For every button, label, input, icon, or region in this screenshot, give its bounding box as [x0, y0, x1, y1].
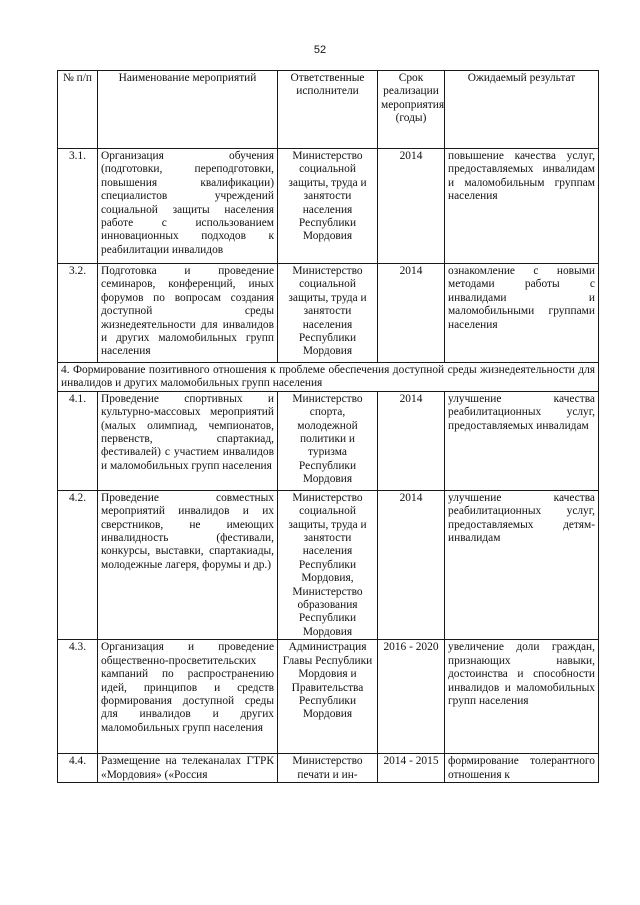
- measure-name: Организация и проведение общественно-просветительских кампаний по распространению идей, принципов и средств формирования доступной среды для инвалидов и других маломобильных групп населения: [98, 640, 278, 754]
- section-title: 4. Формирование позитивного отношения к проблеме обеспечения доступной среды жизнедеятельности для инвалидов и других маломобильных групп населения: [58, 363, 599, 392]
- expected-result: формирование толерантного отношения к: [445, 754, 599, 783]
- row-number: 4.1.: [58, 391, 98, 490]
- row-number: 4.4.: [58, 754, 98, 783]
- header-executors: Ответственные исполнители: [278, 71, 378, 149]
- measure-name: Организация обучения (подготовки, переподготовки, повышения квалификации) специалистов учреждений социальной защиты населения работе с использованием инновационных подходов к реабилитации инвалидов: [98, 149, 278, 264]
- term: 2014: [378, 490, 445, 639]
- expected-result: улучшение качества реабилитационных услуг, предоставляемых инвалидам: [445, 391, 599, 490]
- term: 2016 - 2020: [378, 640, 445, 754]
- executors: Министерство спорта, молодежной политики и туризма Республики Мордовия: [278, 391, 378, 490]
- measure-name: Проведение спортивных и культурно-массовых мероприятий (малых олимпиад, чемпионатов, первенств, спартакиад, фестивалей) с участием инвалидов и маломобильных групп населения: [98, 391, 278, 490]
- measure-name: Подготовка и проведение семинаров, конференций, иных форумов по вопросам создания доступной среды жизнедеятельности для инвалидов и других маломобильных групп населения: [98, 264, 278, 363]
- expected-result: улучшение качества реабилитационных услуг, предоставляемых детям-инвалидам: [445, 490, 599, 639]
- term: 2014 - 2015: [378, 754, 445, 783]
- executors: Министерство социальной защиты, труда и занятости населения Республики Мордовия: [278, 264, 378, 363]
- expected-result: повышение качества услуг, предоставляемых инвалидам и маломобильным группам населения: [445, 149, 599, 264]
- table-row: [58, 391, 599, 490]
- row-number: 4.2.: [58, 490, 98, 639]
- measure-name: Проведение совместных мероприятий инвалидов и их сверстников, не имеющих инвалидность (фестивали, конкурсы, выставки, спартакиады, молодежные лагеря, форумы и др.): [98, 490, 278, 639]
- measure-name: Размещение на телеканалах ГТРК «Мордовия» («Россия: [98, 754, 278, 783]
- table-row: [58, 264, 599, 363]
- measures-table: [57, 70, 599, 783]
- executors: Министерство печати и ин-: [278, 754, 378, 783]
- section-row: [58, 363, 599, 392]
- executors: Администрация Главы Республики Мордовия и Правительства Республики Мордовия: [278, 640, 378, 754]
- table-row: [58, 640, 599, 754]
- table-row: [58, 754, 599, 783]
- term: 2014: [378, 149, 445, 264]
- term: 2014: [378, 264, 445, 363]
- page-number: 52: [313, 44, 327, 56]
- table-row: [58, 490, 599, 639]
- expected-result: ознакомление с новыми методами работы с инвалидами и маломобильными группами населения: [445, 264, 599, 363]
- header-measure-name: Наименование мероприятий: [98, 71, 278, 149]
- header-expected-result: Ожидаемый результат: [445, 71, 599, 149]
- executors: Министерство социальной защиты, труда и занятости населения Республики Мордовия: [278, 149, 378, 264]
- table-header-row: [58, 71, 599, 149]
- row-number: 3.1.: [58, 149, 98, 264]
- header-term: Срок реализации мероприятия (годы): [378, 71, 445, 149]
- header-number: № п/п: [58, 71, 98, 149]
- expected-result: увеличение доли граждан, признающих навыки, достоинства и способности инвалидов и маломобильных групп населения: [445, 640, 599, 754]
- executors: Министерство социальной защиты, труда и занятости населения Республики Мордовия, Министерство образования Республики Мордовия: [278, 490, 378, 639]
- term: 2014: [378, 391, 445, 490]
- row-number: 4.3.: [58, 640, 98, 754]
- row-number: 3.2.: [58, 264, 98, 363]
- table-row: [58, 149, 599, 264]
